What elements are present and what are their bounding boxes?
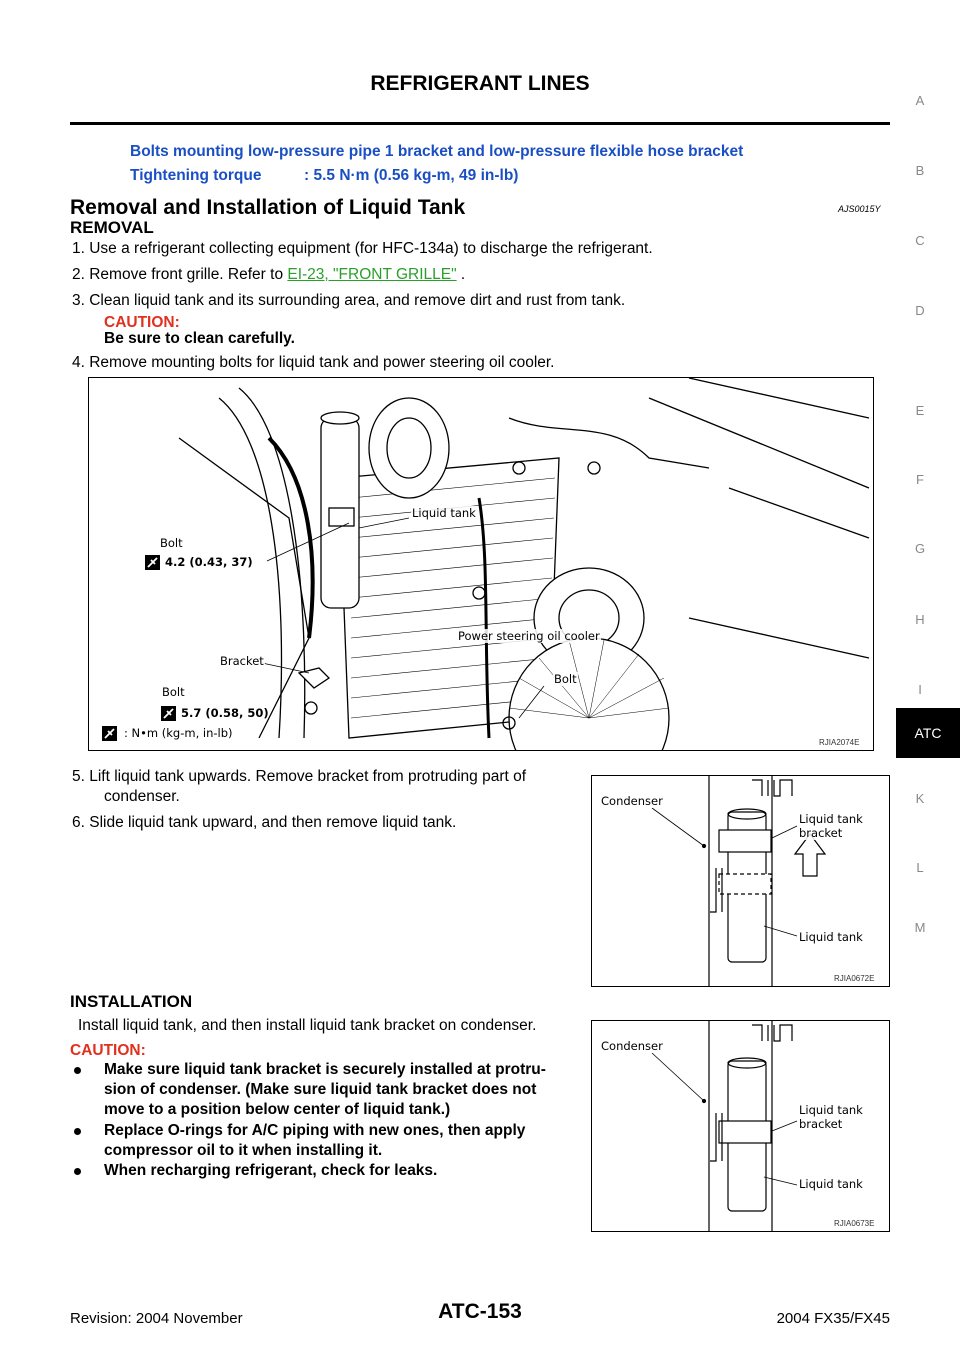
installation-caution-label: CAUTION: xyxy=(70,1042,146,1059)
removal-step-3: 3. Clean liquid tank and its surrounding area, and remove dirt and rust from tank. xyxy=(72,292,626,309)
side-index-c[interactable]: C xyxy=(915,233,925,248)
torque-wrench-icons xyxy=(102,555,176,741)
caution-1-line-3: move to a position below center of liquid tank.) xyxy=(104,1101,451,1118)
figure-liquid-tank-removal xyxy=(591,775,890,987)
removal-step-2 xyxy=(72,266,465,284)
side-index-d[interactable]: D xyxy=(915,303,925,318)
fig3-tank-label: Liquid tank xyxy=(799,1177,863,1191)
removal-step-5: 5. Lift liquid tank upwards. Remove bracket from protruding part of xyxy=(72,768,527,785)
side-index-l[interactable]: L xyxy=(916,860,924,875)
fig3-bracket-label-2: bracket xyxy=(799,1117,843,1131)
side-index-b[interactable]: B xyxy=(915,163,925,178)
caution-1-line-2: sion of condenser. (Make sure liquid tank bracket does not xyxy=(104,1081,537,1098)
removal-caution-text: Be sure to clean carefully. xyxy=(104,330,295,347)
side-index-atc-active[interactable]: ATC xyxy=(896,708,960,758)
fig1-bolt1-torque: 4.2 (0.43, 37) xyxy=(165,555,253,569)
section-code: AJS0015Y xyxy=(838,204,881,214)
side-index-a[interactable]: A xyxy=(915,93,925,108)
front-grille-link[interactable]: EI-23, "FRONT GRILLE" xyxy=(287,266,457,283)
removal-heading: REMOVAL xyxy=(70,218,154,237)
fig1-bolt2-torque: 5.7 (0.58, 50) xyxy=(181,706,269,720)
side-index-h[interactable]: H xyxy=(915,612,925,627)
removal-step-4: 4. Remove mounting bolts for liquid tank and power steering oil cooler. xyxy=(72,354,555,371)
caution-1-line-1: Make sure liquid tank bracket is securely installed at protru- xyxy=(104,1061,546,1078)
footer-page-number: ATC-153 xyxy=(438,1300,522,1323)
footer-revision: Revision: 2004 November xyxy=(70,1310,243,1327)
fig3-bracket-label-1: Liquid tank xyxy=(799,1103,863,1117)
caution-3: When recharging refrigerant, check for leaks. xyxy=(104,1162,438,1179)
footer-model: 2004 FX35/FX45 xyxy=(776,1310,890,1327)
bullet-3 xyxy=(74,1168,81,1175)
fig1-power-steering-label: Power steering oil cooler xyxy=(458,629,600,643)
fig2-bracket-label-1: Liquid tank xyxy=(799,812,863,826)
fig2-bracket-label-2: bracket xyxy=(799,826,843,840)
bullet-2 xyxy=(74,1128,81,1135)
fig2-tank-label: Liquid tank xyxy=(799,930,863,944)
removal-step-2-text: 2. Remove front grille. Refer to xyxy=(72,266,288,283)
fig1-units-label: : N•m (kg-m, in-lb) xyxy=(124,726,233,740)
side-index-k[interactable]: K xyxy=(915,791,925,806)
fig3-condenser-label: Condenser xyxy=(601,1039,663,1053)
fig1-bracket-label: Bracket xyxy=(220,654,264,668)
removal-step-1: 1. Use a refrigerant collecting equipment (for HFC-134a) to discharge the refrigerant. xyxy=(72,240,653,257)
removal-step-2-suffix: . xyxy=(456,266,466,283)
fig2-code: RJIA0672E xyxy=(834,974,875,983)
removal-step-6: 6. Slide liquid tank upward, and then remove liquid tank. xyxy=(72,814,457,831)
removal-caution-label: CAUTION: xyxy=(104,314,180,331)
torque-note-label: Tightening torque xyxy=(130,167,262,184)
header-rule xyxy=(70,122,890,125)
fig1-bolt3-label: Bolt xyxy=(554,672,577,686)
caution-2-line-1: Replace O-rings for A/C piping with new ones, then apply xyxy=(104,1122,526,1139)
side-index-f[interactable]: F xyxy=(916,472,924,487)
bullet-1 xyxy=(74,1067,81,1074)
removal-step-5-cont: condenser. xyxy=(104,788,180,805)
fig1-code: RJIA2074E xyxy=(819,738,860,747)
section-title: Removal and Installation of Liquid Tank xyxy=(70,196,466,219)
fig2-condenser-label: Condenser xyxy=(601,794,663,808)
torque-note-line1: Bolts mounting low-pressure pipe 1 bracket and low-pressure flexible hose bracket xyxy=(130,143,744,160)
figure-liquid-tank-installation xyxy=(591,1020,890,1232)
installation-intro: Install liquid tank, and then install liquid tank bracket on condenser. xyxy=(78,1017,537,1034)
caution-2-line-2: compressor oil to it when installing it. xyxy=(104,1142,383,1159)
fig1-bolt1-label: Bolt xyxy=(160,536,183,550)
torque-note-value: : 5.5 N·m (0.56 kg-m, 49 in-lb) xyxy=(304,167,519,184)
side-index-m[interactable]: M xyxy=(914,920,926,935)
fig1-bolt2-label: Bolt xyxy=(162,685,185,699)
fig3-code: RJIA0673E xyxy=(834,1219,875,1228)
side-index-i[interactable]: I xyxy=(918,682,922,697)
installation-heading: INSTALLATION xyxy=(70,992,193,1011)
fig1-liquid-tank-label: Liquid tank xyxy=(412,506,476,520)
figure-liquid-tank-location xyxy=(88,377,874,751)
side-index-g[interactable]: G xyxy=(914,541,926,556)
page-title: REFRIGERANT LINES xyxy=(370,72,590,95)
side-index-e[interactable]: E xyxy=(915,403,925,418)
